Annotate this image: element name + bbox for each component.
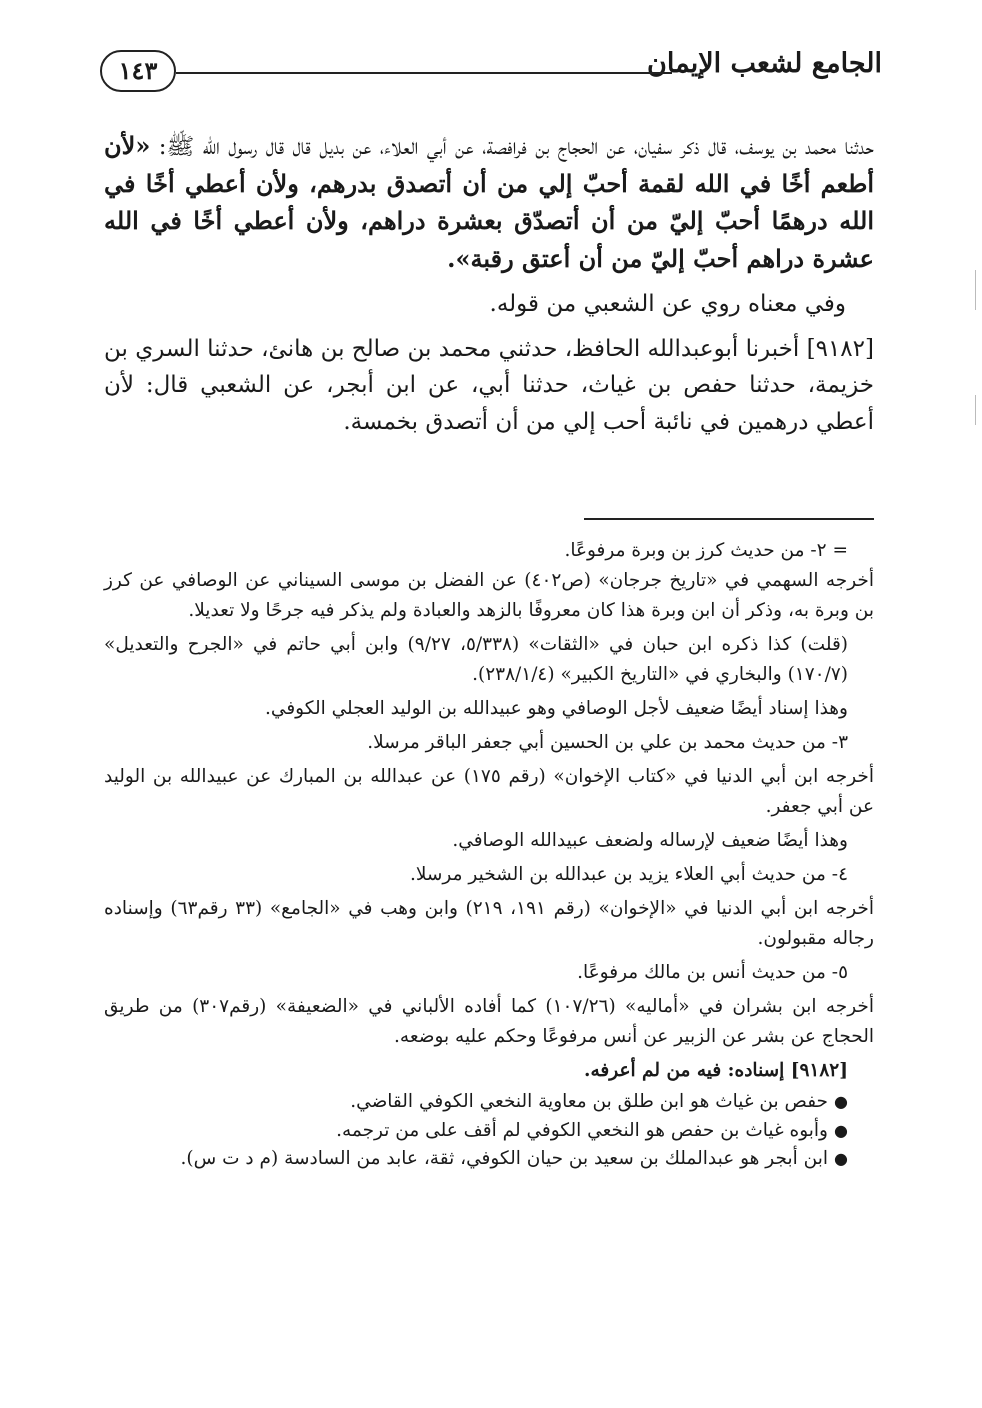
footnote-4-heading: ٤- من حديث أبي العلاء يزيد بن عبدالله بن الشخير مرسلا. [410, 864, 848, 885]
isnad-item-text: حفص بن غياث هو ابن طلق بن معاوية النخعي الكوفي القاضي. [350, 1091, 828, 1112]
footnote-2-grade: وهذا إسناد أيضًا ضعيف لأجل الوصافي وهو عبيدالله بن الوليد العجلي الكوفي. [265, 698, 848, 719]
bullet-icon: ● [834, 1092, 848, 1111]
isnad-item-text: ابن أبجر هو عبدالملك بن سعيد بن حيان الكوفي، ثقة، عابد من السادسة (م د ت س). [180, 1148, 828, 1169]
page-number: ١٤٣ [100, 50, 176, 92]
hadith-paragraph [104, 128, 874, 278]
isnad-list [104, 1088, 874, 1174]
hadith-text: «لأن أطعم أخًا في الله لقمة أحبّ إلي من أن أتصدق بدرهم، ولأن أعطي أخًا في الله درهمًا أحبّ إليّ من أن أتصدّق بعشرة دراهم، ولأن أعطي أخًا في الله عشرة دراهم أحبّ إليّ من أن أعتق رقبة». [104, 131, 875, 273]
isnad-item [104, 1117, 848, 1146]
isnad-item [104, 1088, 848, 1117]
isnad-item [104, 1145, 848, 1174]
narration-9182 [104, 331, 874, 441]
footnotes [104, 536, 874, 1174]
scan-margin-mark [975, 270, 976, 310]
footnote-3-grade: وهذا أيضًا ضعيف لإرساله ولضعف عبيدالله الوصافي. [452, 830, 848, 851]
footnote-3-heading: ٣- من حديث محمد بن علي بن الحسين أبي جعفر الباقر مرسلا. [367, 732, 848, 753]
scan-margin-mark [975, 395, 976, 425]
footnote-separator [584, 518, 874, 520]
footnote-4-source: أخرجه ابن أبي الدنيا في «الإخوان» (رقم ١٩١، ٢١٩) وابن وهب في «الجامع» (٣٣ رقم٦٣) وإسناده رجاله مقبولون. [104, 898, 874, 949]
page-header [100, 42, 882, 102]
main-text [104, 128, 874, 440]
footnote-5-source: أخرجه ابن بشران في «أماليه» (١٠٧/٢٦) كما أفاده الألباني في «الضعيفة» (رقم٣٠٧) من طريق الحجاج عن بشر عن الزبير عن أنس مرفوعًا وحكم عليه بوضعه. [104, 996, 874, 1047]
footnote-2-note: (قلت) كذا ذكره ابن حبان في «الثقات» (٥/٣٣٨، ٩/٢٧) وابن أبي حاتم في «الجرح والتعديل» (١٧٠/٧) والبخاري في «التاريخ الكبير» (٢٣٨/١/٤). [104, 634, 849, 685]
isnad-item-text: وأبوه غياث بن حفص هو النخعي الكوفي لم أقف على من ترجمه. [336, 1119, 828, 1141]
header-rule [176, 72, 672, 74]
footnote-2-source: أخرجه السهمي في «تاريخ جرجان» (ص٤٠٢) عن الفضل بن موسى السيناني عن الوصافي عن كرز بن وبرة به، وذكر أن ابن وبرة هذا كان معروفًا بالزهد والعبادة ولم يذكر فيه جرحًا ولا تعديلا. [104, 570, 874, 621]
footnote-2-heading: = ٢- من حديث كرز بن وبرة مرفوعًا. [564, 540, 848, 561]
footnote-3-source: أخرجه ابن أبي الدنيا في «كتاب الإخوان» (رقم ١٧٥) عن عبدالله بن المبارك عن عبيدالله بن الوليد عن أبي جعفر. [104, 766, 874, 817]
footnote-5-heading: ٥- من حديث أنس بن مالك مرفوعًا. [577, 962, 848, 983]
bullet-icon: ● [834, 1149, 848, 1168]
narration-number: [٩١٨٢] [806, 335, 874, 362]
book-title: الجامع لشعب الإيمان [647, 48, 882, 79]
narration-text: أخبرنا أبوعبدالله الحافظ، حدثني محمد بن صالح بن هانئ، حدثنا السري بن خزيمة، حدثنا حفص بن غياث، حدثنا أبي، عن ابن أبجر، عن الشعبي قال: لأن أعطي درهمين في نائبة أحب إلي من أن أتصدق بخمسة. [104, 335, 874, 435]
isnad-heading: [٩١٨٢] إسناده: فيه من لم أعرفه. [584, 1060, 848, 1081]
related-note: وفي معناه روي عن الشعبي من قوله. [489, 291, 846, 317]
hadith-chain: حدثنا محمد بن يوسف، قال ذكر سفيان، عن الحجاج بن فرافصة، عن أبي العلاء، عن بديل قال قال رسول الله ﷺ: [150, 134, 874, 160]
bullet-icon: ● [834, 1120, 848, 1140]
